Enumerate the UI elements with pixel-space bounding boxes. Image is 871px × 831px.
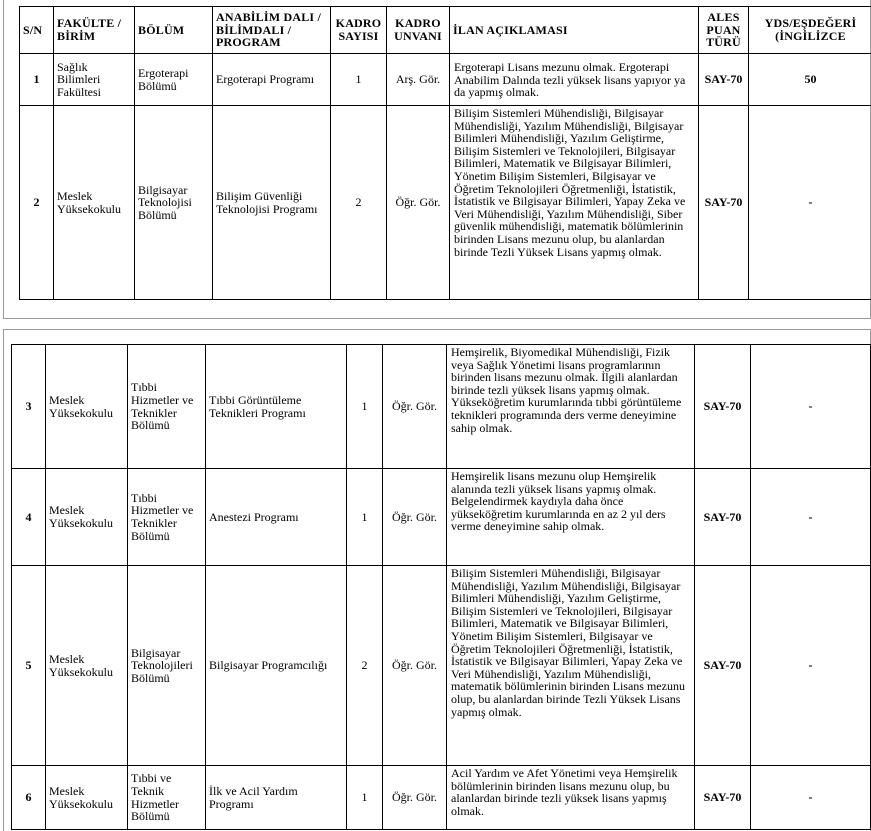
row-quota: 2 — [331, 106, 387, 300]
row-faculty: Meslek Yüksekokulu — [46, 766, 128, 830]
row-department: Tıbbi Hizmetler ve Teknikler Bölümü — [128, 469, 206, 566]
row-ales: SAY-70 — [695, 566, 751, 766]
announcement-table-page-1 — [19, 6, 871, 300]
table-header-row — [20, 7, 871, 54]
header-faculty: FAKÜLTE / BİRİM — [54, 7, 135, 54]
document-page-2 — [3, 329, 871, 831]
row-ales: SAY-70 — [695, 469, 751, 566]
document-page-1 — [3, 0, 871, 319]
row-faculty: Meslek Yüksekokulu — [46, 345, 128, 469]
row-ales: SAY-70 — [699, 106, 749, 300]
row-title: Öğr. Gör. — [383, 566, 447, 766]
row-department: Bilgisayar Teknolojisi Bölümü — [135, 106, 213, 300]
row-faculty: Meslek Yüksekokulu — [54, 106, 135, 300]
row-department: Bilgisayar Teknolojileri Bölümü — [128, 566, 206, 766]
row-yds: - — [751, 566, 871, 766]
table-row — [20, 106, 871, 300]
row-department: Ergoterapi Bölümü — [135, 54, 213, 106]
row-sn: 6 — [12, 766, 46, 830]
row-department: Tıbbi ve Teknik Hizmetler Bölümü — [128, 766, 206, 830]
row-program: Bilgisayar Programcılığı — [206, 566, 347, 766]
header-ales: ALES PUAN TÜRÜ — [699, 7, 749, 54]
row-faculty: Sağlık Bilimleri Fakültesi — [54, 54, 135, 106]
row-description: Hemşirelik, Biyomedikal Mühendisliği, Fizik veya Sağlık Yönetimi lisans programlarının birinden lisans mezunu olmak. İlgili alanlardan birinde tezli yüksek lisans yapmış olmak. Yükseköğretim kurumlarında tıbbi görüntüleme teknikleri programında ders verme deneyimine sahip olmak. — [447, 345, 695, 469]
table-row — [12, 566, 871, 766]
row-description: Hemşirelik lisans mezunu olup Hemşirelik alanında tezli yüksek lisans yapmış olmak. Belgelendirmek kaydıyla daha önce yükseköğretim kurumlarında en az 2 yıl ders verme deneyimine sahip olmak. — [447, 469, 695, 566]
table-row — [12, 766, 871, 830]
row-sn: 4 — [12, 469, 46, 566]
row-program: Ergoterapi Programı — [213, 54, 331, 106]
row-quota: 1 — [347, 469, 383, 566]
row-quota: 1 — [347, 345, 383, 469]
row-yds: - — [749, 106, 871, 300]
table-row — [12, 345, 871, 469]
row-yds: 50 — [749, 54, 871, 106]
row-ales: SAY-70 — [699, 54, 749, 106]
header-description: İLAN AÇIKLAMASI — [450, 7, 699, 54]
row-program: Anestezi Programı — [206, 469, 347, 566]
row-description: Bilişim Sistemleri Mühendisliği, Bilgisayar Mühendisliği, Yazılım Mühendisliği, Bilgisayar Bilimleri Mühendisliği, Yazılım Geliştirme, Bilişim Sistemleri ve Teknolojileri, Bilgisayar Bilimleri, Matematik ve Bilgisayar Bilimleri, Yönetim Bilişim Sistemleri, Bilgisayar ve Öğretim Teknolojileri Öğretmenliği, İstatistik, İstatistik ve Bilgisayar Bilimleri, Yapay Zeka ve Veri Mühendisliği, Yazılım Mühendisliği, matematik bölümlerinin birinden Lisans mezunu olup, bu alanlardan birinde Tezli Yüksek Lisans yapmış olmak. — [447, 566, 695, 766]
row-title: Öğr. Gör. — [383, 766, 447, 830]
row-sn: 2 — [20, 106, 54, 300]
row-ales: SAY-70 — [695, 345, 751, 469]
row-quota: 1 — [347, 766, 383, 830]
row-yds: - — [751, 469, 871, 566]
row-quota: 2 — [347, 566, 383, 766]
row-title: Öğr. Gör. — [387, 106, 450, 300]
row-faculty: Meslek Yüksekokulu — [46, 566, 128, 766]
row-title: Öğr. Gör. — [383, 469, 447, 566]
row-title: Arş. Gör. — [387, 54, 450, 106]
row-program: Tıbbi Görüntüleme Teknikleri Programı — [206, 345, 347, 469]
row-description: Acil Yardım ve Afet Yönetimi veya Hemşirelik bölümlerinin birinden lisans mezunu olup, bu alanlardan birinde tezli yüksek lisans yapmış olmak. — [447, 766, 695, 830]
row-sn: 1 — [20, 54, 54, 106]
header-sn: S/N — [20, 7, 54, 54]
header-program: ANABİLİM DALI / BİLİMDALI / PROGRAM — [213, 7, 331, 54]
row-sn: 3 — [12, 345, 46, 469]
table-row — [20, 54, 871, 106]
row-program: Bilişim Güvenliği Teknolojisi Programı — [213, 106, 331, 300]
header-department: BÖLÜM — [135, 7, 213, 54]
header-quota: KADRO SAYISI — [331, 7, 387, 54]
announcement-table-page-2 — [11, 344, 871, 830]
row-title: Öğr. Gör. — [383, 345, 447, 469]
row-ales: SAY-70 — [695, 766, 751, 830]
table-row — [12, 469, 871, 566]
header-yds: YDS/EŞDEĞERİ (İNGİLİZCE — [749, 7, 871, 54]
row-description: Ergoterapi Lisans mezunu olmak. Ergoterapi Anabilim Dalında tezli yüksek lisans yapıyor ya da yapmış olmak. — [450, 54, 699, 106]
row-quota: 1 — [331, 54, 387, 106]
row-yds: - — [751, 345, 871, 469]
row-faculty: Meslek Yüksekokulu — [46, 469, 128, 566]
row-description: Bilişim Sistemleri Mühendisliği, Bilgisayar Mühendisliği, Yazılım Mühendisliği, Bilgisayar Bilimleri Mühendisliği, Yazılım Geliştirme, Bilişim Sistemleri ve Teknolojileri, Bilgisayar Bilimleri, Matematik ve Bilgisayar Bilimleri, Yönetim Bilişim Sistemleri, Bilgisayar ve Öğretim Teknolojileri Öğretmenliği, İstatistik, İstatistik ve Bilgisayar Bilimleri, Yapay Zeka ve Veri Mühendisliği, Yazılım Mühendisliği, Siber güvenlik mühendisliği, matematik bölümlerinin birinden Lisans mezunu olup, bu alanlardan birinde Tezli Yüksek Lisans yapmış olmak. — [450, 106, 699, 300]
row-yds: - — [751, 766, 871, 830]
row-sn: 5 — [12, 566, 46, 766]
row-program: İlk ve Acil Yardım Programı — [206, 766, 347, 830]
header-title: KADRO UNVANI — [387, 7, 450, 54]
row-department: Tıbbi Hizmetler ve Teknikler Bölümü — [128, 345, 206, 469]
